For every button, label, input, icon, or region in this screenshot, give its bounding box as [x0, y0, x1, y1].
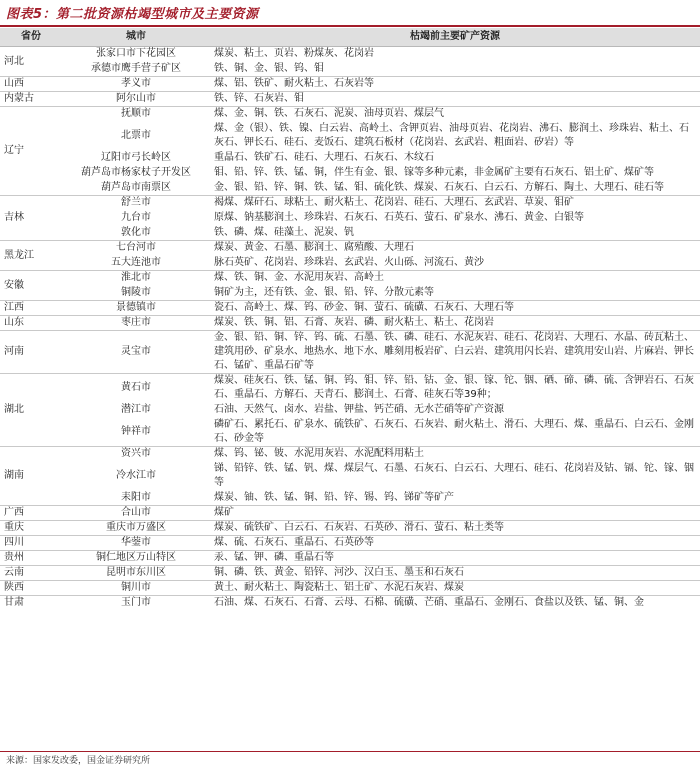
province-cell: 吉林	[0, 196, 62, 241]
table-row	[0, 596, 700, 611]
resources-cell: 铁、磷、煤、硅藻土、泥炭、钒	[214, 226, 354, 238]
resources-cell: 钼、铅、锌、铁、锰、铜，伴生有金、银、镓等多种元素，非金属矿主要有石灰石、铝土矿、煤矿等	[214, 167, 654, 178]
province-cell: 安徽	[0, 271, 62, 301]
table-body	[0, 47, 700, 611]
resources-cell: 煤矿	[210, 506, 700, 521]
title-rule	[0, 25, 700, 27]
table-row	[0, 92, 700, 107]
resources-cell: 铜矿为主，还有铁、金、银、铅、锌、分散元素等	[214, 286, 434, 298]
resources-cell: 石油、煤、石灰石、石膏、云母、石棉、硫磺、芒硝、重晶石、金刚石、食盐以及铁、锰、铜、金	[210, 596, 700, 611]
table-row	[0, 374, 700, 403]
table-row	[0, 536, 700, 551]
cities-table	[0, 28, 700, 611]
resources-cell: 煤、金（银）、铁、镍、白云岩、高岭土、含钾页岩、油母页岩、花岗岩、沸石、膨润土、珍珠岩、粘土、石灰石、钾长石、硅石、麦饭石、建筑石板材（花岗岩、玄武岩、粗面岩、矽岩）等	[214, 123, 689, 148]
city-cell: 铜仁地区万山特区	[62, 551, 210, 566]
city-cell: 玉门市	[62, 596, 210, 611]
city-cell: 舒兰市	[62, 196, 210, 211]
city-cell: 九台市	[121, 212, 151, 223]
province-cell: 山西	[0, 77, 62, 92]
province-cell: 河南	[0, 331, 62, 374]
city-cell: 抚顺市	[62, 107, 210, 122]
city-cell: 重庆市万盛区	[62, 521, 210, 536]
province-cell: 河北	[0, 47, 62, 77]
table-row	[0, 506, 700, 521]
province-cell: 辽宁	[0, 107, 62, 196]
city-cell: 敦化市	[121, 226, 151, 238]
city-cell: 承德市鹰手营子矿区	[91, 62, 181, 74]
table-row	[0, 256, 700, 271]
resources-cell: 煤、铁、铜、金、水泥用灰岩、高岭土	[210, 271, 700, 286]
city-cell: 昆明市东川区	[62, 566, 210, 581]
resources-cell: 脉石英矿、花岗岩、珍珠岩、玄武岩、火山砾、河流石、黄沙	[214, 256, 484, 268]
city-cell: 辽阳市弓长岭区	[101, 152, 171, 163]
province-cell: 重庆	[0, 521, 62, 536]
table-header-row	[0, 28, 700, 47]
table-row	[0, 566, 700, 581]
header-province: 省份	[0, 28, 62, 47]
table-row	[0, 271, 700, 286]
city-cell: 阿尔山市	[62, 92, 210, 107]
table-row	[0, 551, 700, 566]
resources-cell: 煤炭、硫铁矿、白云石、石灰岩、石英砂、滑石、萤石、粘土类等	[210, 521, 700, 536]
table-row	[0, 62, 700, 77]
table-row	[0, 107, 700, 122]
table-row	[0, 77, 700, 92]
resources-cell: 石油、天然气、卤水、岩盐、钾盐、钙芒硝、无水芒硝等矿产资源	[214, 404, 504, 415]
resources-cell: 金、银、铅、锌、铜、铁、锰、钼、硫化铁、煤炭、石灰石、白云石、方解石、陶土、大理石、硅石等	[214, 181, 664, 193]
city-cell: 耒阳市	[121, 491, 151, 503]
city-cell: 张家口市下花园区	[62, 47, 210, 62]
resources-cell: 褐煤、煤矸石、球粘土、耐火粘土、花岗岩、硅石、大理石、玄武岩、草炭、钼矿	[210, 196, 700, 211]
resources-cell: 铁、铜、金、银、钨、钼	[214, 62, 324, 74]
resources-cell: 金、银、铅、铜、锌、钨、硫、石墨、铁、磷、硅石、水泥灰岩、硅石、花岗岩、大理石、水晶、砖瓦粘土、建筑用砂、矿泉水、地热水、地下水、雕刻用板岩矿、白云岩、建筑用闪长岩、建筑用安山岩、片麻岩、钾长石、锰矿、重晶石矿等	[210, 331, 700, 374]
table-row	[0, 491, 700, 506]
table-row	[0, 47, 700, 62]
table-row	[0, 521, 700, 536]
resources-cell: 煤、铝、铁矿、耐火粘土、石灰岩等	[210, 77, 700, 92]
resources-cell: 煤炭、硅灰石、铁、锰、铜、钨、钼、锌、铅、钴、金、银、镓、铊、铟、硒、碲、磷、硫、含钾岩石、石灰石、重晶石、方解石、天青石、膨润土、石膏、硅灰石等39种；	[210, 374, 700, 403]
table-row	[0, 418, 700, 447]
table-row	[0, 316, 700, 331]
city-cell: 灵宝市	[62, 331, 210, 374]
resources-cell: 汞、锰、钾、磷、重晶石等	[210, 551, 700, 566]
table-row	[0, 286, 700, 301]
resources-cell: 黄土、耐火粘土、陶瓷粘土、铝土矿、水泥石灰岩、煤炭	[210, 581, 700, 596]
city-cell: 葫芦岛市南票区	[101, 181, 171, 193]
source-note: 来源：国家发改委，国金证券研究所	[6, 756, 151, 766]
source-rule	[0, 751, 700, 752]
province-cell: 湖北	[0, 374, 62, 447]
province-cell: 四川	[0, 536, 62, 551]
city-cell: 孝义市	[62, 77, 210, 92]
city-cell: 黄石市	[62, 374, 210, 403]
province-cell: 云南	[0, 566, 62, 581]
table-row	[0, 151, 700, 166]
resources-cell: 煤炭、铀、铁、锰、铜、铅、锌、锡、钨、锑矿等矿产	[214, 491, 454, 503]
province-cell: 内蒙古	[0, 92, 62, 107]
province-cell: 山东	[0, 316, 62, 331]
table-row	[0, 447, 700, 462]
city-cell: 资兴市	[62, 447, 210, 462]
city-cell: 合山市	[62, 506, 210, 521]
city-cell: 五大连池市	[111, 256, 161, 268]
city-cell: 淮北市	[62, 271, 210, 286]
city-cell: 葫芦岛市杨家杖子开发区	[81, 167, 191, 178]
resources-cell: 原煤、钠基膨润土、珍珠岩、石灰石、石英石、萤石、矿泉水、沸石、黄金、白银等	[214, 212, 584, 223]
table-row	[0, 331, 700, 374]
province-cell: 贵州	[0, 551, 62, 566]
resources-cell: 煤炭、铁、铜、铝、石膏、灰岩、磷、耐火粘土、粘土、花岗岩	[210, 316, 700, 331]
table-row	[0, 403, 700, 418]
city-cell: 景德镇市	[62, 301, 210, 316]
table-row	[0, 226, 700, 241]
table-row	[0, 211, 700, 226]
province-cell: 陕西	[0, 581, 62, 596]
city-cell: 华蓥市	[62, 536, 210, 551]
resources-cell: 煤、金、铜、铁、石灰石、泥炭、油母页岩、煤层气	[210, 107, 700, 122]
resources-cell: 磷矿石、累托石、矿泉水、硫铁矿、石灰石、石灰岩、耐火粘土、滑石、大理石、煤、重晶石、白云石、金刚石、砂金等	[214, 418, 694, 444]
resources-cell: 瓷石、高岭土、煤、钨、砂金、铜、萤石、硫磺、石灰石、大理石等	[210, 301, 700, 316]
table-row	[0, 122, 700, 151]
province-cell: 江西	[0, 301, 62, 316]
resources-cell: 煤、硫、石灰石、重晶石、石英砂等	[210, 536, 700, 551]
resources-cell: 铁、锌、石灰岩、钼	[210, 92, 700, 107]
province-cell: 甘肃	[0, 596, 62, 611]
province-cell: 湖南	[0, 447, 62, 506]
city-cell: 枣庄市	[62, 316, 210, 331]
table-row	[0, 166, 700, 181]
figure-title: 图表5：第二批资源枯竭型城市及主要资源	[6, 7, 259, 22]
resources-cell: 重晶石、铁矿石、硅石、大理石、石灰石、木纹石	[214, 152, 434, 163]
province-cell: 黑龙江	[0, 241, 62, 271]
resources-cell: 煤炭、粘土、页岩、粉煤灰、花岗岩	[210, 47, 700, 62]
table-row	[0, 301, 700, 316]
city-cell: 铜陵市	[121, 286, 151, 298]
city-cell: 冷水江市	[116, 470, 156, 481]
city-cell: 钟祥市	[121, 425, 151, 437]
table-row	[0, 462, 700, 491]
resources-cell: 铜、磷、铁、黄金、铅锌、河沙、汉白玉、墨玉和石灰石	[210, 566, 700, 581]
resources-cell: 煤炭、黄金、石墨、膨润土、腐殖酸、大理石	[210, 241, 700, 256]
city-cell: 七台河市	[62, 241, 210, 256]
city-cell: 铜川市	[62, 581, 210, 596]
city-cell: 潜江市	[121, 404, 151, 415]
header-resources: 枯竭前主要矿产资源	[210, 28, 700, 47]
city-cell: 北票市	[121, 130, 151, 141]
table-row	[0, 181, 700, 196]
resources-cell: 锑、铅锌、铁、锰、钒、煤、煤层气、石墨、石灰石、白云石、大理石、硅石、花岗岩及钴、镉、铊、镓、铟等	[214, 463, 694, 488]
table-row	[0, 241, 700, 256]
province-cell: 广西	[0, 506, 62, 521]
header-city: 城市	[62, 28, 210, 47]
table-row	[0, 196, 700, 211]
table-row	[0, 581, 700, 596]
resources-cell: 煤、钨、铋、铍、水泥用灰岩、水泥配料用粘土	[210, 447, 700, 462]
